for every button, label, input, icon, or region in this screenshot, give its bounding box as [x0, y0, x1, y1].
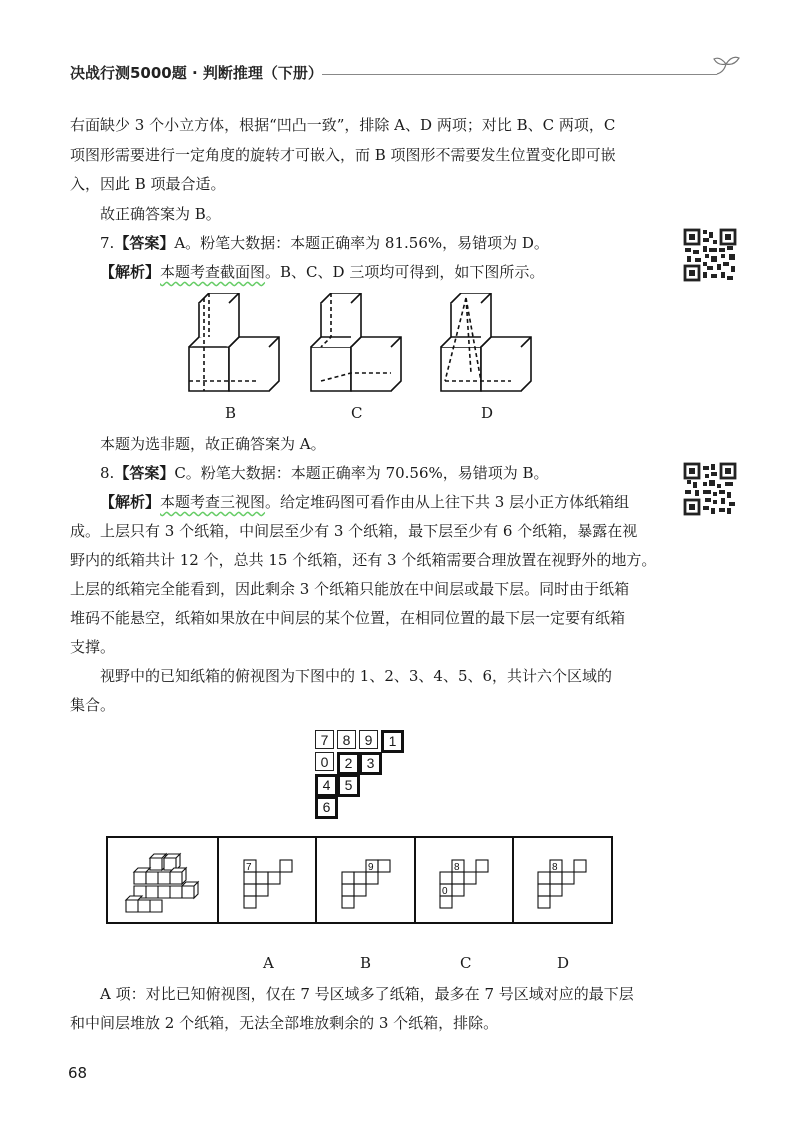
grid-cell: 1	[381, 730, 404, 753]
figure-b-cubes	[189, 293, 279, 391]
para-line: 野内的纸箱共计 12 个，总共 15 个纸箱，还有 3 个纸箱需要合理放置在视野外的地方。	[70, 551, 657, 569]
para-line: 故正确答案为 B。	[100, 205, 221, 223]
q7-number: 7.	[100, 234, 115, 252]
option-label-a: A	[263, 954, 274, 972]
q8-answer: C。粉笔大数据：本题正确率为 70.56%，易错项为 B。	[174, 464, 549, 482]
analysis-tag: 【解析】	[100, 493, 161, 511]
q8-number: 8.	[100, 464, 115, 482]
para-line: 上层的纸箱完全能看到，因此剩余 3 个纸箱只能放在中间层或最下层。同时由于纸箱	[70, 580, 630, 598]
q7-answer-line	[100, 231, 690, 256]
grid-cell: 8	[337, 730, 356, 749]
figure-d-cubes	[441, 293, 531, 391]
grid-cell: 5	[337, 774, 360, 797]
para-line: 成。上层只有 3 个纸箱，中间层至少有 3 个纸箱，最下层至少有 6 个纸箱，暴露在视	[70, 522, 638, 540]
qr-code-icon[interactable]	[683, 462, 737, 516]
grid-cell: 0	[315, 752, 334, 771]
para-line: 和中间层堆放 2 个纸箱，无法全部堆放剩余的 3 个纸箱，排除。	[70, 1014, 499, 1032]
section-figures	[185, 293, 555, 399]
page-number: 68	[68, 1064, 88, 1082]
q8-answer-line	[100, 461, 690, 486]
para-line: 右面缺少 3 个小立方体，根据“凹凸一致”，排除 A、D 两项；对比 B、C 两项，C	[70, 116, 616, 134]
para-line: 视野中的已知纸箱的俯视图为下图中的 1、2、3、4、5、6，共计六个区域的	[100, 667, 613, 685]
q8-analysis-topic: 本题考查三视图	[160, 493, 266, 511]
para-line: 入，因此 B 项最合适。	[70, 175, 226, 193]
q7-answer: A。粉笔大数据：本题正确率为 81.56%，易错项为 D。	[174, 234, 549, 252]
grid-cell: 6	[315, 796, 338, 819]
q8-analysis-text: 。给定堆码图可看作由从上往下共 3 层小正方体纸箱组	[265, 493, 630, 511]
grid-cell: 7	[315, 730, 334, 749]
q7-analysis-text: 。B、C、D 三项均可得到，如下图所示。	[265, 263, 545, 281]
q7-conclusion: 本题为选非题，故正确答案为 A。	[100, 435, 326, 453]
option-c-mark-left: 0	[442, 886, 448, 897]
analysis-tag: 【解析】	[100, 263, 161, 281]
para-line: 堆码不能悬空，纸箱如果放在中间层的某个位置，在相同位置的最下层一定要有纸箱	[70, 609, 626, 627]
grid-cell: 4	[315, 774, 338, 797]
figure-label-d: D	[481, 404, 494, 422]
options-figure	[106, 836, 613, 924]
option-label-b: B	[360, 954, 372, 972]
answer-tag: 【答案】	[114, 234, 175, 252]
option-a-mark: 7	[246, 862, 252, 873]
q7-analysis-topic: 本题考查截面图	[160, 263, 266, 281]
para-line: 集合。	[70, 696, 116, 714]
grid-cell: 2	[337, 752, 360, 775]
answer-tag: 【答案】	[114, 464, 175, 482]
running-header: 决战行测5000题 · 判断推理（下册）	[70, 64, 323, 82]
sprout-icon	[712, 50, 742, 80]
figure-c-cubes	[311, 293, 401, 391]
grid-cell: 3	[359, 752, 382, 775]
option-label-d: D	[557, 954, 570, 972]
option-a-explanation: A 项：对比已知俯视图，仅在 7 号区域多了纸箱，最多在 7 号区域对应的最下层	[100, 985, 634, 1003]
option-b-mark: 9	[368, 862, 374, 873]
para-line: 项图形需要进行一定角度的旋转才可嵌入，而 B 项图形不需要发生位置变化即可嵌	[70, 146, 616, 164]
qr-code-icon[interactable]	[683, 228, 737, 282]
header-rule	[322, 74, 717, 75]
figure-label-b: B	[225, 404, 237, 422]
q8-analysis-line	[100, 490, 690, 515]
option-d-mark: 8	[552, 862, 558, 873]
figure-label-c: C	[351, 404, 363, 422]
grid-cell: 9	[359, 730, 378, 749]
para-line: 支撑。	[70, 638, 116, 656]
option-c-mark-top: 8	[454, 862, 460, 873]
option-label-c: C	[460, 954, 472, 972]
q7-analysis-line	[100, 260, 690, 285]
